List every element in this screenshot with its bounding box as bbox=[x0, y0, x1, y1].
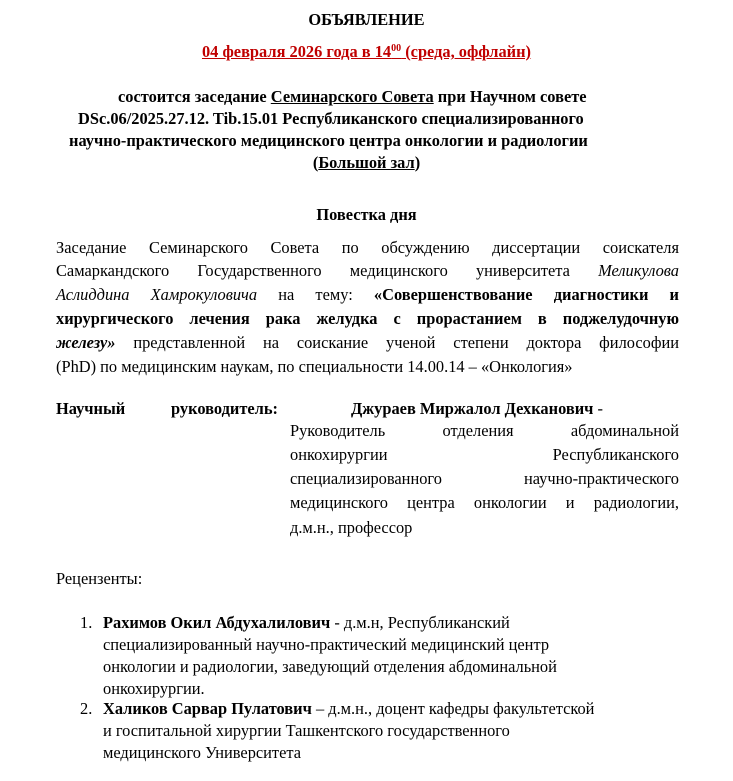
reviewer-1-number: 1. bbox=[80, 613, 93, 632]
intro-line-2: DSc.06/2025.27.12. Tib.15.01 Республиканского специализированного bbox=[78, 109, 584, 128]
advisor-name: Джураев Миржалол Дехканович - bbox=[351, 399, 603, 418]
reviewer-2-number: 2. bbox=[80, 699, 93, 718]
intro-line-1: состоится заседание Семинарского Совета при Научном совете bbox=[118, 87, 587, 106]
meeting-date: 04 февраля 2026 года в $14^{00}$ (среда, оффлайн) bbox=[201, 42, 532, 61]
intro-line-3: научно-практического медицинского центра онкологии и радиологии bbox=[69, 131, 588, 150]
reviewer-2-line-1: Халиков Сарвар Пулатович – д.м.н., доцент кафедры факультетской bbox=[103, 699, 595, 718]
reviewer-1-line-3: онкологии и радиологии, заведующий отделения абдоминальной bbox=[103, 657, 557, 676]
reviewer-1-line-1: Рахимов Окил Абдухалилович - д.м.н, Республиканский bbox=[103, 613, 510, 632]
agenda-line-2: Самаркандского Государственного медицинского университета Меликулова bbox=[56, 261, 679, 280]
agenda-line-4: хирургического лечения рака желудка с прорастанием в поджелудочную bbox=[56, 309, 679, 328]
advisor-position-line-2: онкохирургии Республиканского bbox=[290, 445, 679, 464]
agenda-line-1: Заседание Семинарского Совета по обсуждению диссертации соискателя bbox=[56, 238, 679, 257]
reviewer-1-line-2: специализированный научно-практический медицинский центр bbox=[103, 635, 550, 654]
reviewers-label: Рецензенты: bbox=[56, 569, 143, 588]
reviewer-1-line-4: онкохирургии. bbox=[103, 679, 205, 698]
agenda-line-3: Аслиддина Хамрокуловича на тему: «Совершенствование диагностики и bbox=[56, 285, 679, 304]
advisor-label: Научный руководитель: bbox=[56, 399, 278, 418]
advisor-position-line-3: специализированного научно-практического bbox=[290, 469, 679, 488]
advisor-position-line-1: Руководитель отделения абдоминальной bbox=[290, 421, 679, 440]
agenda-line-6: (PhD) по медицинским наукам, по специальности 14.00.14 – «Онкология» bbox=[56, 357, 573, 376]
reviewer-2-line-2: и госпитальной хирургии Ташкентского государственного bbox=[103, 721, 510, 740]
intro-line-4: (Большой зал) bbox=[312, 153, 421, 172]
advisor-position-line-4: медицинского центра онкологии и радиологии, bbox=[290, 493, 679, 512]
advisor-position-line-5: д.м.н., профессор bbox=[290, 518, 413, 537]
agenda-heading: Повестка дня bbox=[316, 205, 417, 224]
announcement-title: ОБЪЯВЛЕНИЕ bbox=[308, 10, 425, 29]
reviewer-2-line-3: медицинского Университета bbox=[103, 743, 302, 762]
agenda-line-5: железу» представленной на соискание ученой степени доктора философии bbox=[56, 333, 679, 352]
